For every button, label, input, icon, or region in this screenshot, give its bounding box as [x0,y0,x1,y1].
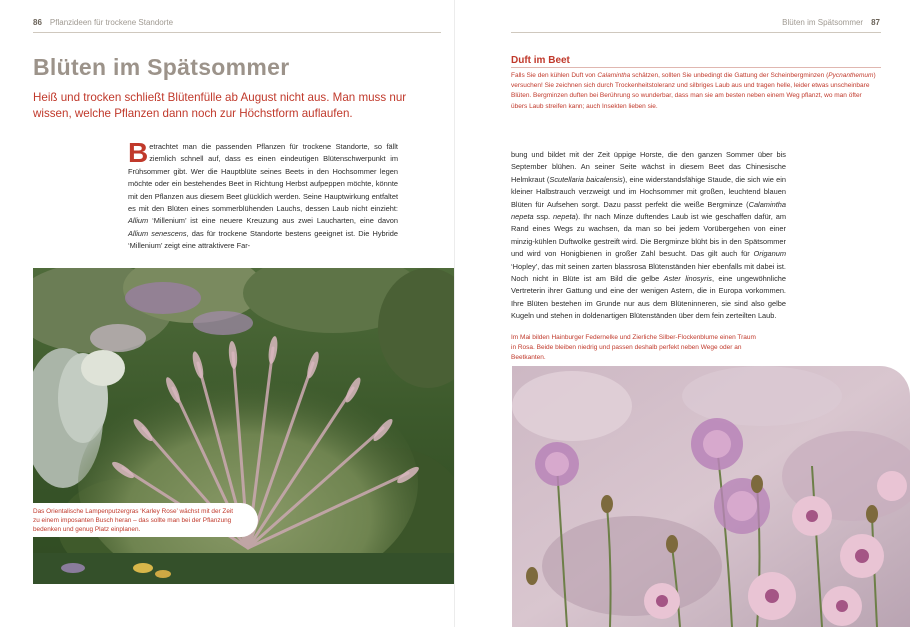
left-header-rule [33,32,441,33]
main-text-5: ‘Hopley’, das mit seinen zarten blassrosa Blütenständen hier ebenfalls mit dabei ist. Noch nicht in Blüte ist am Bild die gelbe [511,261,786,284]
intro-text-2: ‘Millenium’ ist eine neuere Kreuzung aus zwei Laucharten, eine davon [148,216,398,226]
main-text-6: , eine ungewöhnliche Vertreterin ihrer Gattung und eine der wenigen Astern, die in Europa vorkommen. Ihre Blüten bestehen im Grunde nur aus dem Blüteninneren, sie sind also gelbe Kugeln und stehen in doldenartigen Blütenständen über dem fein zerteilten Laub. [511,274,786,321]
main-italic-scutellaria: Scutellaria baicalensis [549,174,623,184]
main-text-2: ), eine widerstandsfähige Staude, die sich wie ein kleiner Halbstrauch verzweigt und im Hochsommer mit großen, leuchtend blauen Blüten für Aufsehen sorgt. Dazu passt perfekt die weiße Bergminze ( [511,174,786,209]
main-text-1: bung und bildet mit der Zeit üppige Horste, die den ganzen Sommer über bis September blühen. An seiner Seite wächst in diesem Beet das Chinesische Helmkraut ( [511,150,786,184]
left-running-header [33,18,173,27]
page-subtitle: Heiß und trocken schließt Blütenfülle ab August nicht aus. Man muss nur wissen, welche Pflanzen dann noch zur Höchstform auflaufen. [33,91,407,120]
right-header-rule [511,32,881,33]
main-text-4: ). Ihr nach Minze duftendes Laub ist wie geschaffen dafür, am Rand eines Wegs zu wachsen, da man so bei jedem Vorübergehen von einer minzig-kühlen Duftwolke gestreift wird. Die Bergminze blüht bis in den Spätsommer und wird von Honigbienen in großer Zahl besucht. Das gilt auch für [511,212,786,259]
right-page [455,0,910,627]
page-title: Blüten im Spätsommer [33,54,290,80]
intro-text-1: etrachtet man die passenden Pflanzen für trockene Standorte, so fällt ziemlich schnell auf, dass es einen eindeutigen Blütenschwerpunkt im Frühsommer gibt. Wer die Hauptblüte seines Beets in den Hochsommer legen möchte oder ein bestehendes Beet in Richtung Herbst aufpeppen möchte, könnte mit den Pflanzen aus diesem Beet glücklich werden. Seine Hauptwirkung entfaltet es mit den Blüten eines sommerblühenden Lauchs, dessen Laub nicht einzieht: [128,142,398,214]
main-text-right [511,149,786,323]
main-text-3: ssp. [533,212,554,222]
right-page-number: 87 [871,18,880,27]
sidebar-box-title: Duft im Beet [511,55,570,66]
main-italic-nepeta: nepeta [553,212,576,222]
box-italic-pycnanthemum: Pycnanthemum [828,72,874,79]
box-text-1: Falls Sie den kühlen Duft von [511,72,598,79]
right-running-header [782,18,880,27]
photo-caption-left: Das Orientalische Lampenputzergras ‘Karley Rose’ wächst mit der Zeit zu einem imposanten Busch heran – das sollte man bei der Pflanzung bedenken und genug Platz einplanen. [33,503,258,537]
right-section-label: Blüten im Spätsommer [782,18,864,27]
left-page-number: 86 [33,18,42,27]
pink-flowers-illustration [512,366,910,627]
box-text-2: schätzen, sollten Sie unbedingt die Gattung der Scheinbergminzen ( [630,72,829,79]
sidebar-box-rule [511,67,881,68]
pink-flowers-photo [512,366,910,627]
intro-italic-allium-senescens: Allium senescens [128,228,187,238]
left-section-label: Pflanzideen für trockene Standorte [49,18,174,27]
box-text-3: ) versuchen! Sie zeichnen sich durch Trockenheitstoleranz und silbriges Laub aus und tragen helle, leider etwas unscheinbare Blüten. Bergminzen duften bei Berührung so wunderbar, dass man sie am besten neben einem Weg pflanzt, wo man öfter übers Laub streifen kann; auch Insekten lieben sie. [511,72,876,110]
box-italic-calamintha: Calamintha [597,72,631,79]
intro-paragraph [128,137,398,253]
sidebar-box-text [511,71,876,112]
dropcap: B [128,137,149,168]
photo-caption-right: Im Mai bilden Hainburger Federnelke und Zierliche Silber-Flockenblume einen Traum in Rosa. Beide bleiben niedrig und passen deshalb perfekt neben Wege oder an Beetkanten. [511,334,756,361]
intro-italic-allium: Allium [128,216,149,226]
main-italic-aster: Aster linosyris [663,274,712,284]
main-italic-calamintha-nepeta: Calamintha nepeta [511,199,786,222]
intro-text-3: , das für trockene Standorte bestens geeignet ist. Die Hybride ‘Millenium’ zeigt eine attraktivere Far- [128,228,398,251]
main-italic-origanum: Origanum [753,249,786,259]
